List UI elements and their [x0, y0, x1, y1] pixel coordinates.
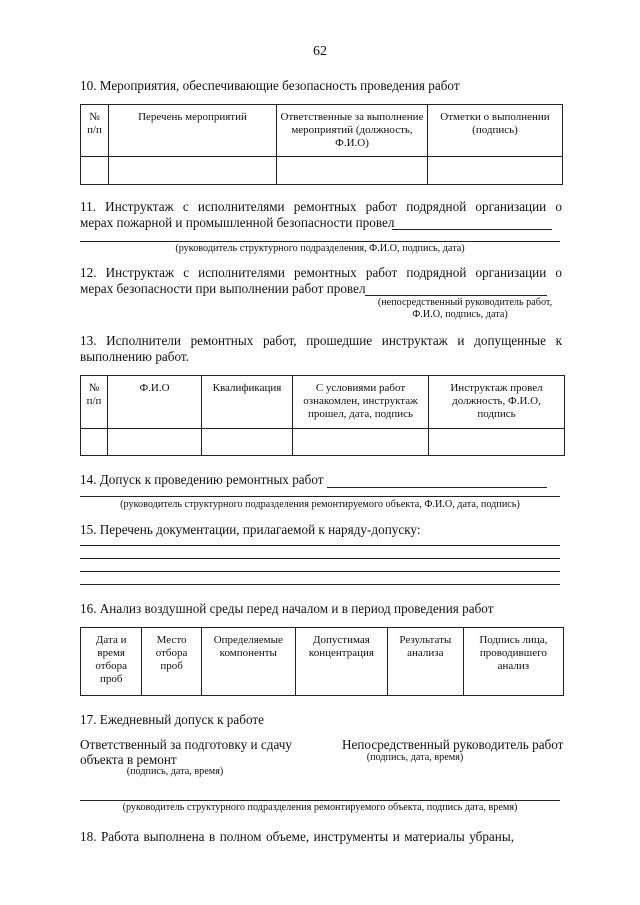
s10-cell[interactable] [428, 157, 563, 185]
s14-full-line[interactable] [80, 496, 560, 497]
s10-cell[interactable] [81, 157, 109, 185]
s10-header-responsible: Ответственные за выполнение мероприятий (должность, Ф.И.О) [277, 105, 428, 157]
s13-header-name: Ф.И.О [108, 376, 202, 429]
section-16-table [80, 627, 564, 696]
section-15-title: 15. Перечень документации, прилагаемой к наряду-допуску: [80, 522, 421, 537]
s12-signature-line[interactable] [365, 295, 547, 296]
s10-cell[interactable] [277, 157, 428, 185]
section-12-line2: мерах безопасности при выполнении работ провел [80, 281, 366, 296]
s10-header-marks: Отметки о выполнении (подпись) [428, 105, 563, 157]
section-10-table [80, 104, 563, 185]
s13-header-qualification: Квалификация [202, 376, 293, 429]
s12-caption-2: Ф.И.О, подпись, дата) [412, 309, 508, 320]
s17-left-caption: (подпись, дата, время) [126, 766, 224, 777]
section-11-line1: 11. Инструктаж с исполнителями ремонтных работ подрядной организации о [80, 199, 562, 214]
s17-left-line1: Ответственный за подготовку и сдачу [80, 737, 292, 752]
section-13-line1: 13. Исполнители ремонтных работ, прошедшие инструктаж и допущенные к [80, 333, 562, 348]
s13-cell[interactable] [202, 429, 293, 456]
section-17-title: 17. Ежедневный допуск к работе [80, 712, 264, 727]
s17-full-line[interactable] [80, 800, 560, 801]
section-14-title: 14. Допуск к проведению ремонтных работ [80, 472, 324, 487]
section-12-line1: 12. Инструктаж с исполнителями ремонтных работ подрядной организации о [80, 265, 562, 280]
s16-header-results: Результаты анализа [387, 628, 463, 696]
s17-right-line1: Непосредственный руководитель работ [342, 737, 564, 752]
s15-line-2[interactable] [80, 558, 560, 559]
s13-cell[interactable] [108, 429, 202, 456]
s16-header-date: Дата и время отбора проб [81, 628, 142, 696]
s10-cell[interactable] [109, 157, 277, 185]
s17-right-caption: (подпись, дата, время) [366, 752, 464, 763]
s17-bottom-caption: (руководитель структурного подразделения ремонтируемого объекта, подпись дата, время) [122, 802, 518, 813]
section-18-line1: 18. Работа выполнена в полном объеме, инструменты и материалы убраны, [80, 829, 514, 844]
section-13-line2: выполнению работ. [80, 349, 189, 364]
s10-header-number: № п/п [81, 105, 109, 157]
s17-left-line2: объекта в ремонт [80, 752, 177, 767]
s16-header-signature: Подпись лица, проводившего анализ [463, 628, 563, 696]
s15-line-4[interactable] [80, 584, 560, 585]
s10-header-measures: Перечень мероприятий [109, 105, 277, 157]
s16-header-concentration: Допустимая концентрация [295, 628, 387, 696]
s14-caption: (руководитель структурного подразделения ремонтируемого объекта, Ф.И.О, дата, подпись) [120, 499, 520, 510]
section-16-title: 16. Анализ воздушной среды перед началом и в период проведения работ [80, 601, 494, 616]
s13-header-instructor: Инструктаж провел должность, Ф.И.О, подпись [429, 376, 565, 429]
s12-caption-1: (непосредственный руководитель работ, [377, 297, 553, 308]
s13-header-number: № п/п [81, 376, 108, 429]
page-number: 62 [313, 44, 327, 59]
s14-signature-line[interactable] [327, 487, 547, 488]
s11-caption: (руководитель структурного подразделения, Ф.И.О, подпись, дата) [175, 243, 465, 254]
s16-header-place: Место отбора проб [142, 628, 201, 696]
s16-header-components: Определяемые компоненты [201, 628, 295, 696]
s13-cell[interactable] [293, 429, 429, 456]
s13-cell[interactable] [81, 429, 108, 456]
s13-header-acquainted: С условиями работ ознакомлен, инструктаж прошел, дата, подпись [293, 376, 429, 429]
section-11-line2: мерах пожарной и промышленной безопасности провел [80, 215, 395, 230]
s15-line-1[interactable] [80, 545, 560, 546]
s11-signature-line[interactable] [392, 229, 552, 230]
section-10-title: 10. Мероприятия, обеспечивающие безопасность проведения работ [80, 78, 460, 93]
s11-full-line[interactable] [80, 241, 560, 242]
section-13-table [80, 375, 565, 456]
s15-line-3[interactable] [80, 571, 560, 572]
s13-cell[interactable] [429, 429, 565, 456]
